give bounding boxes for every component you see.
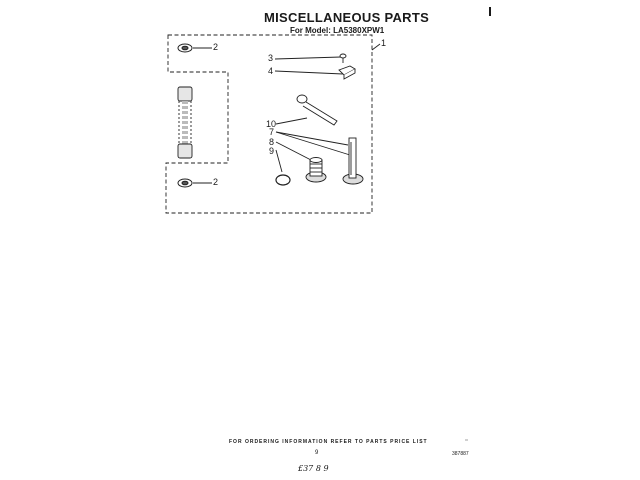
model-subtitle: For Model: LA5380XPW1 [290, 26, 385, 35]
leader-3 [275, 57, 341, 59]
callout-1: 1 [381, 38, 387, 48]
callout-2-bottom: 2 [213, 177, 219, 187]
leader-8 [276, 142, 311, 160]
part-clip [339, 66, 355, 79]
leader-10 [276, 118, 307, 124]
callout-2-top: 2 [213, 42, 219, 52]
callout-4: 4 [268, 66, 274, 76]
ordering-note: FOR ORDERING INFORMATION REFER TO PARTS PRICE LIST [229, 439, 428, 445]
callout-10: 10 [266, 119, 277, 129]
part-ring [276, 175, 290, 185]
part-tie-strap [297, 95, 337, 125]
handwritten-note: £37 8 9 [298, 464, 329, 473]
washer-top [178, 44, 192, 52]
washer-bottom [178, 179, 192, 187]
document-code: 387887 [452, 451, 469, 457]
leader-1 [372, 44, 380, 50]
leader-9 [276, 150, 282, 172]
part-spring-foot [306, 158, 326, 183]
callout-9: 9 [269, 146, 275, 156]
page-number: 9 [315, 450, 319, 456]
page-title: MISCELLANEOUS PARTS [264, 10, 430, 25]
part-screw [340, 54, 346, 63]
leader-4 [275, 71, 343, 74]
hose-assembly [178, 87, 192, 158]
callout-8: 8 [269, 137, 275, 147]
callout-3: 3 [268, 53, 274, 63]
callout-7: 7 [269, 127, 275, 137]
